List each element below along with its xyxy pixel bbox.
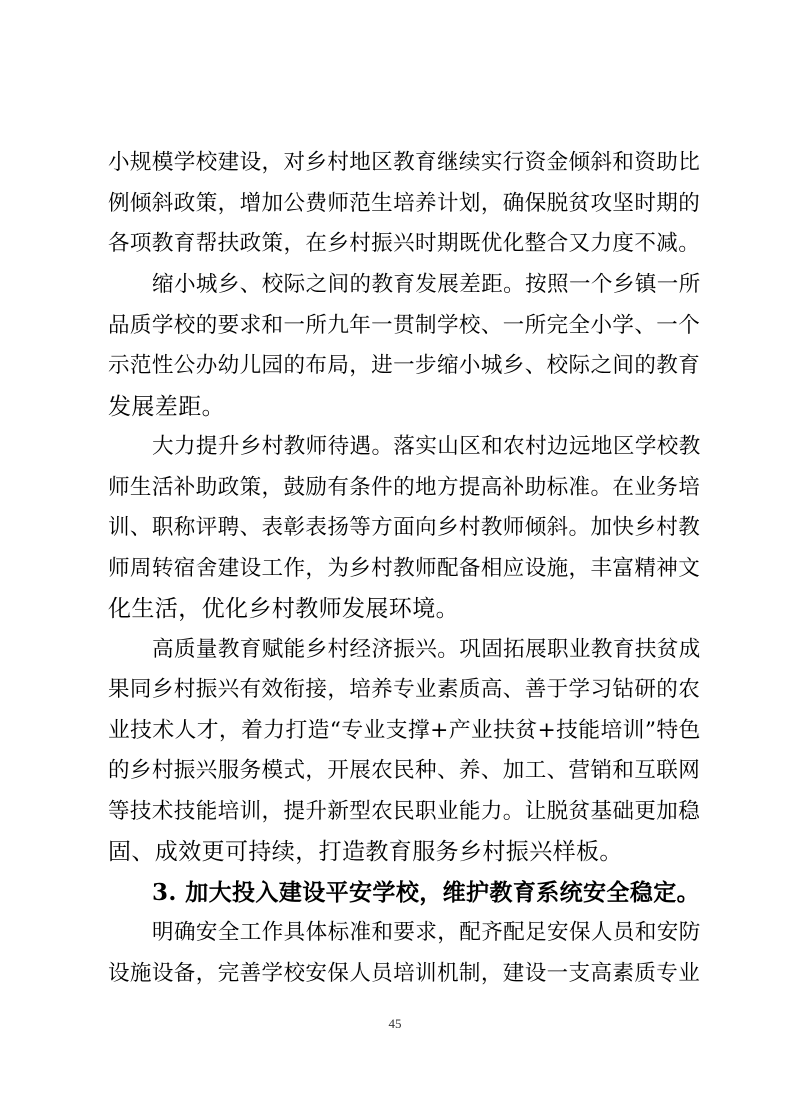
paragraph-line: 师周转宿舍建设工作，为乡村教师配备相应设施，丰富精神文 [108, 556, 701, 581]
paragraph-line: 果同乡村振兴有效衔接，培养专业素质高、善于学习钻研的农 [108, 677, 701, 702]
paragraph-line: 例倾斜政策，增加公费师范生培养计划，确保脱贫攻坚时期的 [108, 191, 701, 216]
paragraph-line: 设施设备，完善学校安保人员培训机制，建设一支高素质专业 [108, 961, 701, 986]
paragraph-line: 发展差距。 [108, 394, 225, 420]
paragraph-line: 小规模学校建设，对乡村地区教育继续实行资金倾斜和资助比 [108, 150, 701, 175]
page-number: 45 [388, 1016, 402, 1031]
paragraph-line: 明确安全工作具体标准和要求，配齐配足安保人员和安防 [152, 920, 701, 945]
paragraph-line: 师生活补助政策，鼓励有条件的地方提高补助标准。在业务培 [108, 475, 701, 500]
paragraph-line: 高质量教育赋能乡村经济振兴。巩固拓展职业教育扶贫成 [152, 637, 701, 662]
paragraph-line: 大力提升乡村教师待遇。落实山区和农村边远地区学校教 [152, 434, 701, 459]
paragraph-line: 示范性公办幼儿园的布局，进一步缩小城乡、校际之间的教育 [108, 353, 701, 378]
section-heading: 3. 加大投入建设平安学校，维护教育系统安全稳定。 [152, 879, 701, 906]
paragraph-line: 训、职称评聘、表彰表扬等方面向乡村教师倾斜。加快乡村教 [108, 515, 701, 540]
paragraph-line: 缩小城乡、校际之间的教育发展差距。按照一个乡镇一所 [152, 272, 701, 297]
paragraph-line: 化生活，优化乡村教师发展环境。 [108, 596, 459, 622]
paragraph-line: 业技术人才，着力打造“专业支撑+产业扶贫+技能培训”特色 [108, 718, 701, 743]
paragraph-line: 的乡村振兴服务模式，开展农民种、养、加工、营销和互联网 [108, 758, 701, 783]
paragraph-line: 固、成效更可持续，打造教育服务乡村振兴样板。 [108, 839, 623, 865]
paragraph-line: 各项教育帮扶政策，在乡村振兴时期既优化整合又力度不减。 [108, 231, 701, 256]
paragraph-line: 等技术技能培训，提升新型农民职业能力。让脱贫基础更加稳 [108, 799, 701, 824]
paragraph-line: 品质学校的要求和一所九年一贯制学校、一所完全小学、一个 [108, 313, 701, 338]
